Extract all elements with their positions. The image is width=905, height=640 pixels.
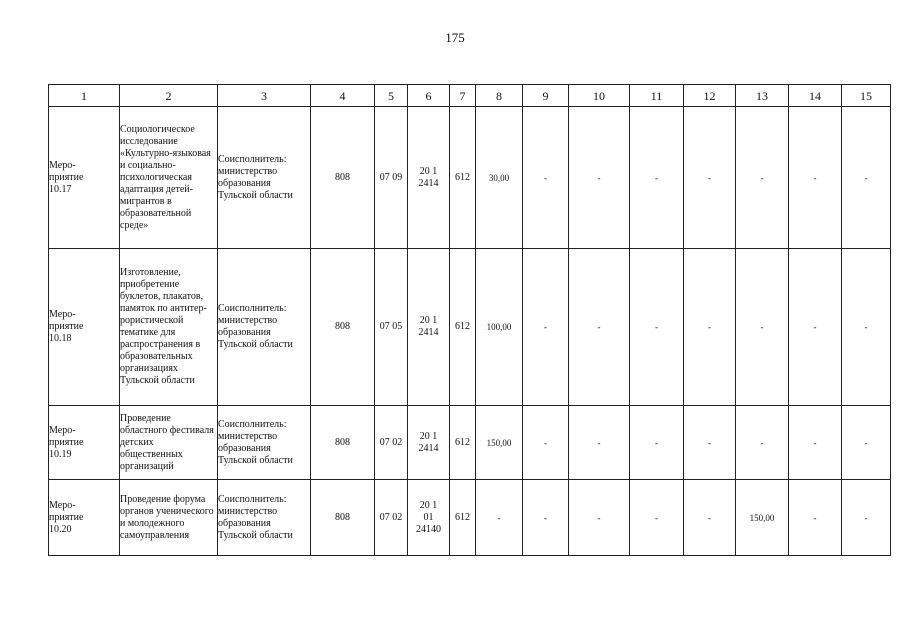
executor-cell: Соисполнитель: министерство образования Тульской области bbox=[218, 406, 311, 480]
value-cell: - bbox=[630, 107, 684, 249]
value-cell: - bbox=[523, 107, 569, 249]
code-cell: 808 bbox=[311, 249, 375, 406]
value-cell: - bbox=[789, 406, 842, 480]
code-cell: 808 bbox=[311, 406, 375, 480]
event-number-cell: Меро- приятие 10.18 bbox=[49, 249, 120, 406]
table-row bbox=[49, 249, 891, 406]
event-description-cell: Изготовление, приобретение буклетов, плакатов, памяток по антитер-рористической тематике для распространения в образовательных организациях Тульской области bbox=[120, 249, 218, 406]
expense-type-cell: 612 bbox=[450, 480, 476, 556]
column-header: 4 bbox=[311, 85, 375, 107]
value-cell: - bbox=[684, 480, 736, 556]
column-header: 1 bbox=[49, 85, 120, 107]
event-description-cell: Социологическое исследование «Культурно-языковая и социально-психологическая адаптация детей-мигрантов в образовательной среде» bbox=[120, 107, 218, 249]
column-header: 7 bbox=[450, 85, 476, 107]
target-article-cell: 20 1 01 24140 bbox=[408, 480, 450, 556]
value-cell: - bbox=[842, 480, 891, 556]
value-cell: - bbox=[789, 480, 842, 556]
target-article-cell: 20 1 2414 bbox=[408, 406, 450, 480]
event-number-cell: Меро- приятие 10.20 bbox=[49, 480, 120, 556]
table-row bbox=[49, 107, 891, 249]
code-cell: 808 bbox=[311, 107, 375, 249]
target-article-cell: 20 1 2414 bbox=[408, 107, 450, 249]
value-cell: - bbox=[842, 107, 891, 249]
event-number-cell: Меро- приятие 10.19 bbox=[49, 406, 120, 480]
table-row bbox=[49, 480, 891, 556]
column-header: 11 bbox=[630, 85, 684, 107]
table-body bbox=[49, 107, 891, 556]
value-cell: - bbox=[569, 249, 630, 406]
column-header: 15 bbox=[842, 85, 891, 107]
target-article-cell: 20 1 2414 bbox=[408, 249, 450, 406]
value-cell: - bbox=[523, 480, 569, 556]
executor-cell: Соисполнитель: министерство образования Тульской области bbox=[218, 107, 311, 249]
value-cell: - bbox=[842, 406, 891, 480]
value-cell: - bbox=[569, 107, 630, 249]
value-cell: - bbox=[523, 406, 569, 480]
value-cell: - bbox=[736, 249, 789, 406]
amount-cell: 30,00 bbox=[476, 107, 523, 249]
value-cell: - bbox=[569, 480, 630, 556]
value-cell: - bbox=[569, 406, 630, 480]
amount-cell: 100,00 bbox=[476, 249, 523, 406]
value-cell: - bbox=[789, 249, 842, 406]
section-cell: 07 09 bbox=[375, 107, 408, 249]
executor-cell: Соисполнитель: министерство образования Тульской области bbox=[218, 480, 311, 556]
column-header: 9 bbox=[523, 85, 569, 107]
value-cell: - bbox=[684, 406, 736, 480]
expense-type-cell: 612 bbox=[450, 249, 476, 406]
column-header: 12 bbox=[684, 85, 736, 107]
column-header: 14 bbox=[789, 85, 842, 107]
value-cell: - bbox=[736, 406, 789, 480]
expense-type-cell: 612 bbox=[450, 107, 476, 249]
amount-cell: 150,00 bbox=[476, 406, 523, 480]
header-row bbox=[49, 85, 891, 107]
column-header: 2 bbox=[120, 85, 218, 107]
event-description-cell: Проведение форума органов ученического и молодежного самоуправления bbox=[120, 480, 218, 556]
column-header: 10 bbox=[569, 85, 630, 107]
section-cell: 07 02 bbox=[375, 480, 408, 556]
table-row bbox=[49, 406, 891, 480]
column-header: 13 bbox=[736, 85, 789, 107]
executor-cell: Соисполнитель: министерство образования Тульской области bbox=[218, 249, 311, 406]
value-cell: - bbox=[684, 107, 736, 249]
value-cell: 150,00 bbox=[736, 480, 789, 556]
column-header: 3 bbox=[218, 85, 311, 107]
value-cell: - bbox=[630, 249, 684, 406]
value-cell: - bbox=[684, 249, 736, 406]
value-cell: - bbox=[736, 107, 789, 249]
event-number-cell: Меро- приятие 10.17 bbox=[49, 107, 120, 249]
value-cell: - bbox=[630, 406, 684, 480]
value-cell: - bbox=[630, 480, 684, 556]
section-cell: 07 02 bbox=[375, 406, 408, 480]
expense-type-cell: 612 bbox=[450, 406, 476, 480]
section-cell: 07 05 bbox=[375, 249, 408, 406]
event-description-cell: Проведение областного фестиваля детских общественных организаций bbox=[120, 406, 218, 480]
column-header: 5 bbox=[375, 85, 408, 107]
value-cell: - bbox=[523, 249, 569, 406]
code-cell: 808 bbox=[311, 480, 375, 556]
page-number: 175 bbox=[445, 30, 465, 45]
amount-cell: - bbox=[476, 480, 523, 556]
value-cell: - bbox=[789, 107, 842, 249]
column-header: 8 bbox=[476, 85, 523, 107]
value-cell: - bbox=[842, 249, 891, 406]
column-header: 6 bbox=[408, 85, 450, 107]
data-table bbox=[48, 84, 891, 556]
